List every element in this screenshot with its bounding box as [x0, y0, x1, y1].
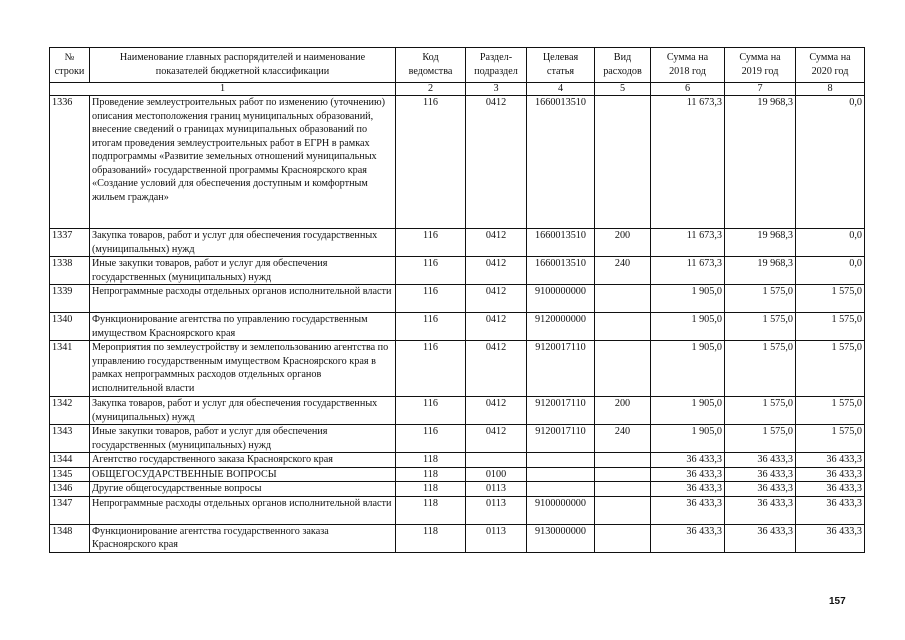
row-number-cell: 1342 [50, 397, 90, 425]
budget-table [49, 47, 865, 553]
row-name-cell: Мероприятия по землеустройству и землепользованию агентства по управлению государственным имуществом Красноярского края в рамках непрограммных расходов отдельных органов исполнительной власти [90, 341, 396, 397]
row-sum-2018-cell: 36 433,3 [651, 453, 725, 468]
row-sum-2018-cell: 1 905,0 [651, 313, 725, 341]
row-number-cell: 1345 [50, 467, 90, 482]
row-department-code-cell: 116 [396, 397, 466, 425]
header-section-text: Раздел- подраздел [474, 52, 518, 77]
row-expense-kind-cell: 240 [595, 425, 651, 453]
row-name-cell: Другие общегосударственные вопросы [90, 482, 396, 497]
header-department-code [396, 48, 466, 83]
header-expense-kind-text: Вид расходов [603, 52, 642, 77]
row-section-cell: 0412 [466, 285, 527, 313]
row-department-code-cell: 118 [396, 453, 466, 468]
row-department-code-cell: 118 [396, 467, 466, 482]
row-target-article-cell: 9120017110 [527, 397, 595, 425]
row-sum-2019-cell: 36 433,3 [725, 482, 796, 497]
row-sum-2019-cell: 36 433,3 [725, 467, 796, 482]
row-department-code-cell: 116 [396, 285, 466, 313]
row-name-cell: Иные закупки товаров, работ и услуг для обеспечения государственных (муниципальных) нужд [90, 425, 396, 453]
row-sum-2018-cell: 36 433,3 [651, 496, 725, 524]
row-sum-2020-cell: 36 433,3 [796, 453, 865, 468]
row-name-cell: ОБЩЕГОСУДАРСТВЕННЫЕ ВОПРОСЫ [90, 467, 396, 482]
row-expense-kind-cell: 200 [595, 229, 651, 257]
row-expense-kind-cell [595, 96, 651, 229]
row-sum-2018-cell: 1 905,0 [651, 425, 725, 453]
row-name-cell: Функционирование агентства по управлению государственным имуществом Красноярского края [90, 313, 396, 341]
row-section-cell: 0412 [466, 397, 527, 425]
row-target-article-cell: 9120017110 [527, 425, 595, 453]
row-sum-2018-cell: 36 433,3 [651, 524, 725, 552]
header-name [90, 48, 396, 83]
row-name-cell: Иные закупки товаров, работ и услуг для обеспечения государственных (муниципальных) нужд [90, 257, 396, 285]
row-expense-kind-cell [595, 496, 651, 524]
row-number-cell: 1344 [50, 453, 90, 468]
row-sum-2019-cell: 1 575,0 [725, 397, 796, 425]
row-sum-2019-cell: 19 968,3 [725, 257, 796, 285]
header-sum-2019 [725, 48, 796, 83]
column-number-8: 8 [796, 83, 865, 96]
row-number-cell: 1348 [50, 524, 90, 552]
row-target-article-cell: 9100000000 [527, 496, 595, 524]
row-sum-2019-cell: 36 433,3 [725, 453, 796, 468]
page-number: 157 [829, 596, 846, 607]
row-sum-2018-cell: 1 905,0 [651, 285, 725, 313]
header-section [466, 48, 527, 83]
row-number-cell: 1346 [50, 482, 90, 497]
row-expense-kind-cell [595, 313, 651, 341]
row-number-cell: 1338 [50, 257, 90, 285]
row-department-code-cell: 118 [396, 482, 466, 497]
row-department-code-cell: 116 [396, 313, 466, 341]
column-number-3: 3 [466, 83, 527, 96]
row-sum-2020-cell: 1 575,0 [796, 313, 865, 341]
header-row-number [50, 48, 90, 83]
row-name-cell: Функционирование агентства государственного заказа Красноярского края [90, 524, 396, 552]
row-target-article-cell [527, 453, 595, 468]
row-section-cell: 0412 [466, 257, 527, 285]
column-number-5: 5 [595, 83, 651, 96]
row-sum-2018-cell: 1 905,0 [651, 341, 725, 397]
row-sum-2018-cell: 36 433,3 [651, 482, 725, 497]
row-section-cell: 0113 [466, 496, 527, 524]
row-section-cell: 0100 [466, 467, 527, 482]
row-sum-2019-cell: 1 575,0 [725, 285, 796, 313]
row-target-article-cell: 9100000000 [527, 285, 595, 313]
row-name-cell: Агентство государственного заказа Красноярского края [90, 453, 396, 468]
row-name-cell: Закупка товаров, работ и услуг для обеспечения государственных (муниципальных) нужд [90, 397, 396, 425]
row-number-cell: 1336 [50, 96, 90, 229]
column-number-1: 1 [50, 83, 396, 96]
header-expense-kind [595, 48, 651, 83]
row-department-code-cell: 116 [396, 341, 466, 397]
table-row [50, 96, 865, 229]
row-sum-2020-cell: 36 433,3 [796, 496, 865, 524]
row-section-cell: 0412 [466, 96, 527, 229]
row-expense-kind-cell [595, 524, 651, 552]
row-section-cell [466, 453, 527, 468]
row-section-cell: 0412 [466, 313, 527, 341]
row-name-cell: Закупка товаров, работ и услуг для обеспечения государственных (муниципальных) нужд [90, 229, 396, 257]
row-sum-2020-cell: 1 575,0 [796, 425, 865, 453]
row-section-cell: 0113 [466, 482, 527, 497]
row-expense-kind-cell: 200 [595, 397, 651, 425]
row-sum-2019-cell: 1 575,0 [725, 425, 796, 453]
row-sum-2020-cell: 36 433,3 [796, 467, 865, 482]
row-target-article-cell [527, 467, 595, 482]
row-expense-kind-cell [595, 341, 651, 397]
row-sum-2018-cell: 11 673,3 [651, 96, 725, 229]
column-number-4: 4 [527, 83, 595, 96]
header-sum-2018-text: Сумма на 2018 год [666, 52, 709, 77]
row-target-article-cell [527, 482, 595, 497]
row-number-cell: 1341 [50, 341, 90, 397]
table-row [50, 257, 865, 285]
table-row [50, 482, 865, 497]
row-section-cell: 0412 [466, 229, 527, 257]
row-target-article-cell: 9120017110 [527, 341, 595, 397]
row-expense-kind-cell [595, 467, 651, 482]
row-name-cell: Непрограммные расходы отдельных органов исполнительной власти [90, 285, 396, 313]
header-department-code-text: Код ведомства [408, 52, 453, 77]
table-row [50, 397, 865, 425]
row-sum-2020-cell: 36 433,3 [796, 482, 865, 497]
row-sum-2019-cell: 1 575,0 [725, 341, 796, 397]
row-section-cell: 0412 [466, 425, 527, 453]
row-sum-2019-cell: 36 433,3 [725, 496, 796, 524]
table-row [50, 467, 865, 482]
row-section-cell: 0113 [466, 524, 527, 552]
header-sum-2020-text: Сумма на 2020 год [809, 52, 851, 77]
header-sum-2019-text: Сумма на 2019 год [739, 52, 781, 77]
table-row [50, 496, 865, 524]
row-expense-kind-cell: 240 [595, 257, 651, 285]
row-target-article-cell: 9120000000 [527, 313, 595, 341]
table-row [50, 285, 865, 313]
row-expense-kind-cell [595, 482, 651, 497]
table-row [50, 341, 865, 397]
row-target-article-cell: 1660013510 [527, 229, 595, 257]
header-target-article-text: Целевая статья [542, 52, 579, 77]
row-sum-2020-cell: 0,0 [796, 257, 865, 285]
row-sum-2020-cell: 1 575,0 [796, 397, 865, 425]
row-expense-kind-cell [595, 285, 651, 313]
column-number-row [50, 83, 865, 96]
column-number-6: 6 [651, 83, 725, 96]
header-name-text: Наименование главных распорядителей и наименование показателей бюджетной классификации [119, 52, 366, 77]
row-name-cell: Непрограммные расходы отдельных органов исполнительной власти [90, 496, 396, 524]
row-target-article-cell: 1660013510 [527, 257, 595, 285]
table-row [50, 524, 865, 552]
row-sum-2020-cell: 0,0 [796, 96, 865, 229]
row-sum-2018-cell: 1 905,0 [651, 397, 725, 425]
row-sum-2019-cell: 36 433,3 [725, 524, 796, 552]
header-sum-2020 [796, 48, 865, 83]
row-sum-2018-cell: 11 673,3 [651, 257, 725, 285]
table-row [50, 453, 865, 468]
table-row [50, 425, 865, 453]
row-expense-kind-cell [595, 453, 651, 468]
row-section-cell: 0412 [466, 341, 527, 397]
row-name-cell: Проведение землеустроительных работ по изменению (уточнению) описания местоположения границ муниципальных образований, внесение сведений о границах муниципальных образований по итогам проведения землеустроительных работ в ЕГРН в рамках подпрограммы «Развитие земельных отношений муниципальных образований» государственной программы Красноярского края «Создание условий для обеспечения доступным и комфортным жильем граждан» [90, 96, 396, 229]
row-sum-2019-cell: 1 575,0 [725, 313, 796, 341]
row-sum-2020-cell: 1 575,0 [796, 341, 865, 397]
row-sum-2019-cell: 19 968,3 [725, 96, 796, 229]
table-row [50, 313, 865, 341]
row-department-code-cell: 118 [396, 496, 466, 524]
row-department-code-cell: 118 [396, 524, 466, 552]
header-target-article [527, 48, 595, 83]
row-department-code-cell: 116 [396, 425, 466, 453]
row-number-cell: 1340 [50, 313, 90, 341]
row-sum-2020-cell: 1 575,0 [796, 285, 865, 313]
row-sum-2020-cell: 36 433,3 [796, 524, 865, 552]
table-row [50, 229, 865, 257]
row-department-code-cell: 116 [396, 96, 466, 229]
column-number-7: 7 [725, 83, 796, 96]
row-sum-2019-cell: 19 968,3 [725, 229, 796, 257]
row-target-article-cell: 1660013510 [527, 96, 595, 229]
row-number-cell: 1339 [50, 285, 90, 313]
column-number-2: 2 [396, 83, 466, 96]
row-department-code-cell: 116 [396, 229, 466, 257]
row-sum-2018-cell: 36 433,3 [651, 467, 725, 482]
row-department-code-cell: 116 [396, 257, 466, 285]
row-target-article-cell: 9130000000 [527, 524, 595, 552]
header-row-number-text: № строки [54, 52, 85, 77]
row-number-cell: 1337 [50, 229, 90, 257]
header-sum-2018 [651, 48, 725, 83]
row-number-cell: 1347 [50, 496, 90, 524]
row-number-cell: 1343 [50, 425, 90, 453]
row-sum-2020-cell: 0,0 [796, 229, 865, 257]
row-sum-2018-cell: 11 673,3 [651, 229, 725, 257]
